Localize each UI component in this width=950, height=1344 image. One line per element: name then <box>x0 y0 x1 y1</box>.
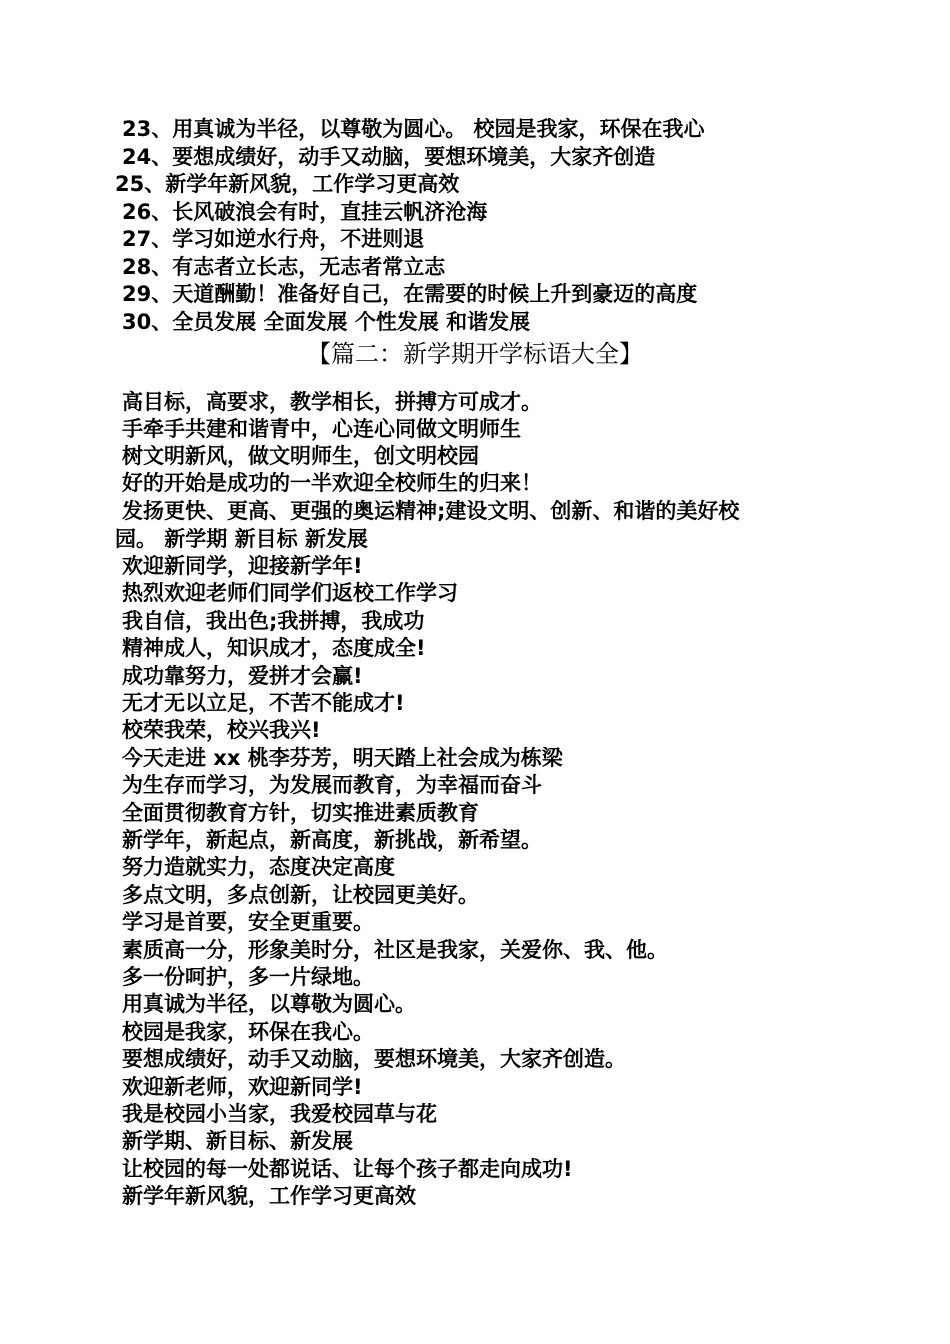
slogan-line: 高目标，高要求，教学相长，拼搏方可成才。 <box>122 390 542 414</box>
slogan-line: 让校园的每一处都说话、让每个孩子都走向成功! <box>122 1157 573 1181</box>
slogan-line: 我是校园小当家，我爱校园草与花 <box>122 1102 437 1126</box>
slogan-line: 好的开始是成功的一半欢迎全校师生的归来！ <box>122 471 542 495</box>
slogan-line: 学习是首要，安全更重要。 <box>122 910 374 934</box>
slogan-line: 树文明新风，做文明师生，创文明校园 <box>122 444 479 468</box>
slogan-line: 要想成绩好，动手又动脑，要想环境美，大家齐创造。 <box>122 1047 626 1071</box>
numbered-item-29: 29、天道酬勤！准备好自己，在需要的时候上升到豪迈的高度 <box>122 282 698 306</box>
numbered-item-30: 30、全员发展 全面发展 个性发展 和谐发展 <box>122 310 531 334</box>
slogan-line: 校园是我家，环保在我心。 <box>122 1020 374 1044</box>
numbered-item-24: 24、要想成绩好，动手又动脑，要想环境美，大家齐创造 <box>122 145 656 169</box>
slogan-line: 素质高一分，形象美时分，社区是我家，关爱你、我、他。 <box>122 938 668 962</box>
numbered-item-28: 28、有志者立长志，无志者常立志 <box>122 255 446 279</box>
slogan-line: 发扬更快、更高、更强的奥运精神;建设文明、创新、和谐的美好校 <box>122 499 740 523</box>
slogan-line: 用真诚为半径，以尊敬为圆心。 <box>122 992 416 1016</box>
slogan-line: 精神成人，知识成才，态度成全! <box>122 636 426 660</box>
numbered-item-25: 25、新学年新风貌，工作学习更高效 <box>115 172 460 196</box>
slogan-line: 今天走进 xx 桃李芬芳，明天踏上社会成为栋梁 <box>122 746 563 770</box>
slogan-line: 新学年新风貌，工作学习更高效 <box>122 1184 416 1208</box>
slogan-line: 欢迎新同学，迎接新学年! <box>122 554 363 578</box>
slogan-line: 努力造就实力，态度决定高度 <box>122 855 395 879</box>
slogan-line: 为生存而学习，为发展而教育，为幸福而奋斗 <box>122 773 542 797</box>
section-heading: 【篇二：新学期开学标语大全】 <box>307 340 643 368</box>
slogan-line: 多一份呵护，多一片绿地。 <box>122 965 374 989</box>
slogan-line: 多点文明，多点创新，让校园更美好。 <box>122 883 479 907</box>
numbered-item-26: 26、长风破浪会有时，直挂云帆济沧海 <box>122 200 488 224</box>
slogan-line: 全面贯彻教育方针，切实推进素质教育 <box>122 801 479 825</box>
numbered-item-23: 23、用真诚为半径，以尊敬为圆心。 校园是我家，环保在我心 <box>122 117 705 141</box>
slogan-line: 欢迎新老师，欢迎新同学! <box>122 1075 363 1099</box>
slogan-line: 手牵手共建和谐青中，心连心同做文明师生 <box>122 417 521 441</box>
slogan-line: 无才无以立足，不苦不能成才! <box>122 691 405 715</box>
slogan-line: 新学期、新目标、新发展 <box>122 1129 353 1153</box>
slogan-line: 新学年，新起点，新高度，新挑战，新希望。 <box>122 828 542 852</box>
slogan-line: 校荣我荣，校兴我兴! <box>122 718 321 742</box>
slogan-line: 成功靠努力，爱拼才会赢! <box>122 664 363 688</box>
slogan-line: 热烈欢迎老师们同学们返校工作学习 <box>122 581 458 605</box>
numbered-item-27: 27、学习如逆水行舟，不进则退 <box>122 227 425 251</box>
slogan-line: 园。 新学期 新目标 新发展 <box>115 527 368 551</box>
slogan-line: 我自信，我出色;我拼搏，我成功 <box>122 609 425 633</box>
